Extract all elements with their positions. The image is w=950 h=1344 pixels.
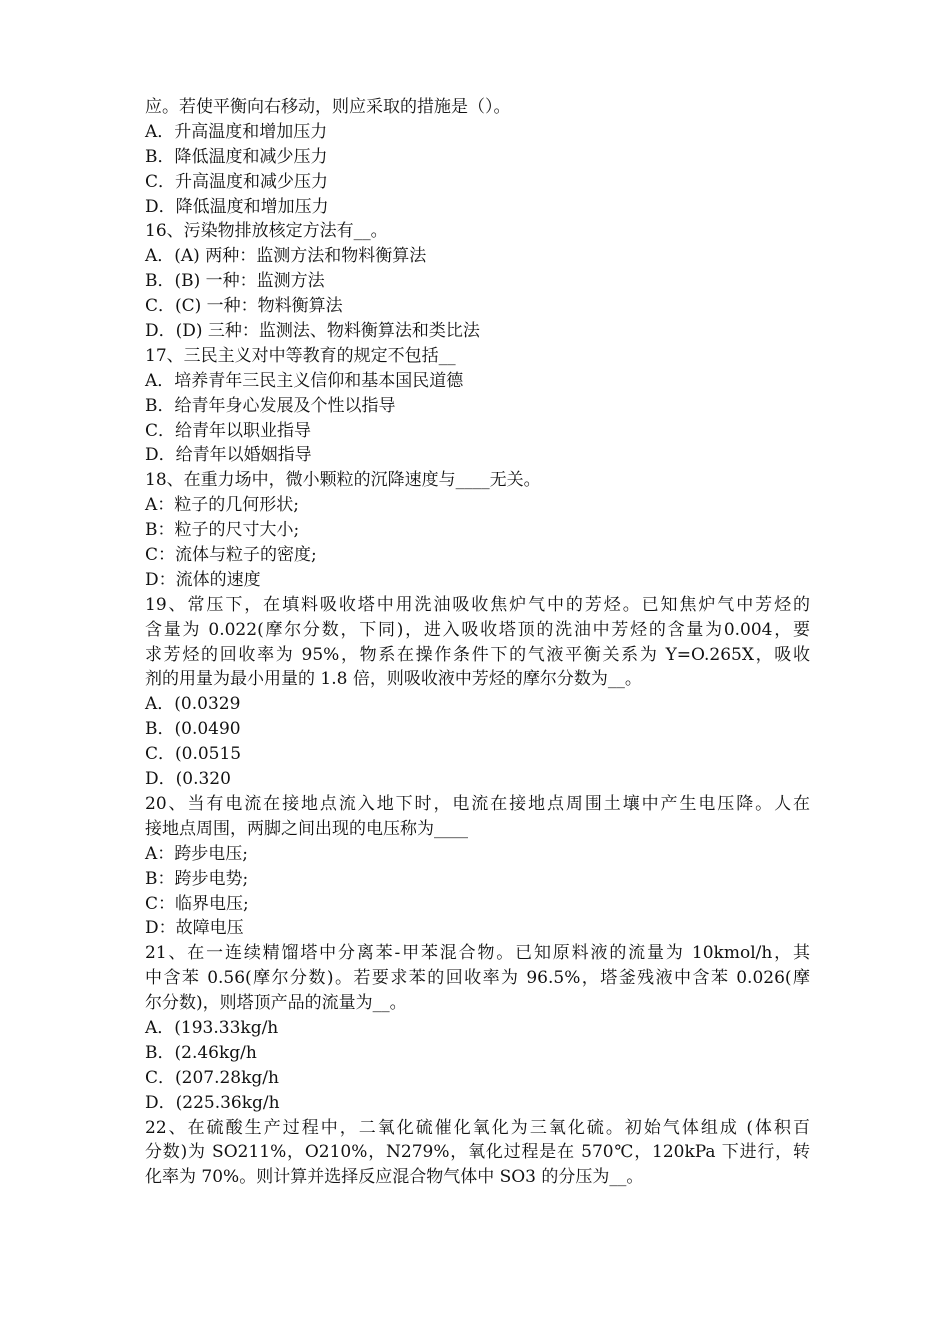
question-18: 18、在重力场中，微小颗粒的沉降速度与____无关。	[145, 470, 541, 491]
option-d: D．(0.320	[145, 769, 231, 790]
option-b: B．(B) 一种：监测方法	[145, 271, 325, 292]
question-22-line-2: 分数)为 SO211%，O210%，N279%，氧化过程是在 570℃，120kPa 下进行，转	[145, 1142, 810, 1163]
option-c: C：流体与粒子的密度;	[145, 545, 317, 566]
option-a: A．(0.0329	[145, 694, 241, 715]
option-d: D：故障电压	[145, 918, 244, 939]
option-b: B：粒子的尺寸大小;	[145, 520, 300, 541]
option-d: D．(D) 三种：监测法、物料衡算法和类比法	[145, 321, 480, 342]
question-19-line-1: 19、常压下，在填料吸收塔中用洗油吸收焦炉气中的芳烃。已知焦炉气中芳烃的	[145, 594, 810, 615]
question-21-line-1: 21、在一连续精馏塔中分离苯-甲苯混合物。已知原料液的流量为 10kmol/h，其	[145, 943, 810, 964]
option-b: B．降低温度和减少压力	[145, 146, 328, 167]
option-a: A：跨步电压;	[145, 843, 249, 864]
text-line: 应。若使平衡向右移动，则应采取的措施是（）。	[145, 97, 511, 117]
question-22-line-1: 22、在硫酸生产过程中，二氧化硫催化氧化为三氧化硫。初始气体组成 (体积百	[145, 1117, 810, 1138]
question-20-line-1: 20、当有电流在接地点流入地下时，电流在接地点周围土壤中产生电压降。人在	[145, 793, 810, 814]
option-c: C．(0.0515	[145, 744, 242, 765]
document-page	[145, 95, 810, 1190]
question-19-line-2: 含量为 0.022(摩尔分数，下同)，进入吸收塔顶的洗油中芳烃的含量为0.004，要	[145, 619, 810, 640]
option-b: B．给青年身心发展及个性以指导	[145, 395, 396, 416]
option-a: A．(193.33kg/h	[145, 1017, 279, 1038]
question-17: 17、三民主义对中等教育的规定不包括__	[145, 345, 456, 366]
option-a: A．升高温度和增加压力	[145, 121, 328, 142]
option-c: C．(C) 一种：物料衡算法	[145, 296, 343, 317]
option-c: C．(207.28kg/h	[145, 1067, 279, 1088]
option-a: A：粒子的几何形状;	[145, 495, 300, 516]
option-b: B：跨步电势;	[145, 868, 249, 889]
option-d: D．(225.36kg/h	[145, 1092, 280, 1113]
question-21-line-2: 中含苯 0.56(摩尔分数)。若要求苯的回收率为 96.5%，塔釜残液中含苯 0.026(摩	[145, 968, 810, 989]
question-16: 16、污染物排放核定方法有__。	[145, 221, 388, 242]
option-c: C．给青年以职业指导	[145, 420, 312, 441]
question-22-line-3: 化率为 70%。则计算并选择反应混合物气体中 SO3 的分压为__。	[145, 1167, 644, 1188]
question-19-line-4: 剂的用量为最小用量的 1.8 倍，则吸收液中芳烃的摩尔分数为__。	[145, 669, 642, 690]
option-a: A．培养青年三民主义信仰和基本国民道德	[145, 370, 464, 391]
option-d: D．降低温度和增加压力	[145, 196, 329, 217]
option-c: C．升高温度和减少压力	[145, 171, 329, 192]
option-d: D．给青年以婚姻指导	[145, 445, 312, 466]
option-b: B．(2.46kg/h	[145, 1042, 257, 1063]
question-19-line-3: 求芳烃的回收率为 95%，物系在操作条件下的气液平衡关系为 Y=O.265X，吸收	[145, 644, 810, 665]
question-20-line-2: 接地点周围，两脚之间出现的电压称为____	[145, 818, 468, 839]
option-d: D：流体的速度	[145, 569, 261, 590]
option-a: A．(A) 两种：监测方法和物料衡算法	[145, 246, 427, 267]
option-b: B．(0.0490	[145, 719, 241, 740]
question-21-line-3: 尔分数)，则塔顶产品的流量为__。	[145, 993, 407, 1014]
option-c: C：临界电压;	[145, 893, 249, 914]
